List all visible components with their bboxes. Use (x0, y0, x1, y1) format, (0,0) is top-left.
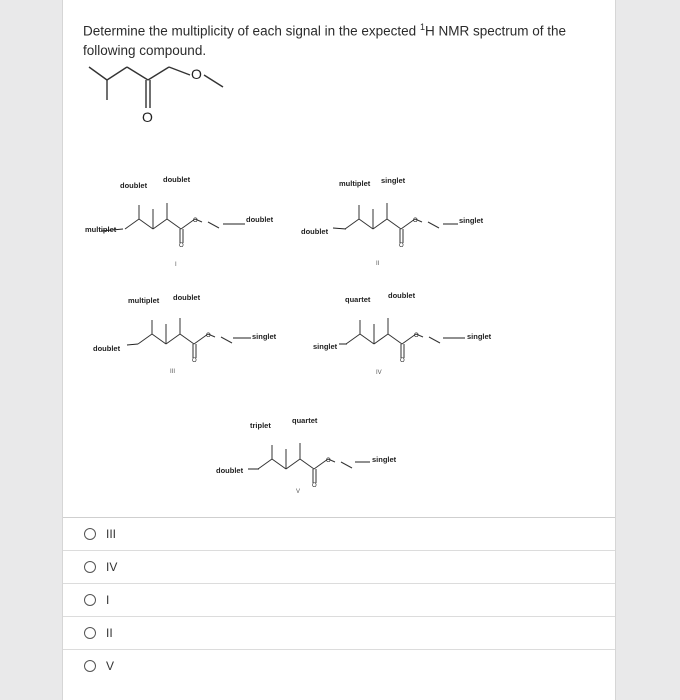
structure-I-numeral: I (175, 262, 177, 268)
option-III[interactable] (63, 517, 615, 550)
svg-text:O: O (193, 218, 198, 224)
structure-IV-label-c: singlet (467, 332, 492, 341)
structure-I (85, 175, 274, 268)
radio-button[interactable] (84, 660, 96, 672)
structure-II-label-c: singlet (459, 216, 484, 225)
svg-text:O: O (413, 218, 418, 224)
svg-text:O: O (312, 483, 317, 489)
question-card (62, 0, 616, 700)
structure-I-label-c: doublet (246, 215, 274, 224)
option-structures (63, 140, 615, 510)
answer-options (63, 517, 615, 682)
structure-III-label-a: multiplet (128, 296, 160, 305)
structure-III (93, 293, 277, 375)
structure-IV (313, 291, 492, 376)
structure-II-label-d: doublet (301, 227, 329, 236)
structure-V-numeral: V (296, 489, 301, 495)
structure-II-numeral: II (376, 261, 380, 267)
radio-button[interactable] (84, 528, 96, 540)
option-label: V (106, 659, 115, 673)
structure-IV-label-b: doublet (388, 291, 416, 300)
radio-button[interactable] (84, 561, 96, 573)
option-I[interactable] (63, 583, 615, 616)
structure-I-label-b: doublet (163, 175, 191, 184)
structure-V (216, 416, 397, 495)
main-compound-structure (63, 0, 615, 140)
svg-text:O: O (414, 333, 419, 339)
structure-V-label-a: triplet (250, 421, 271, 430)
structure-II-label-a: multiplet (339, 179, 371, 188)
radio-button[interactable] (84, 627, 96, 639)
ketone-oxygen: O (142, 109, 153, 125)
question-text-after: H NMR spectrum of the following compound. (83, 23, 566, 58)
structure-II-label-b: singlet (381, 176, 406, 185)
structure-III-label-c: singlet (252, 332, 277, 341)
svg-text:O: O (399, 243, 404, 249)
structure-III-label-d: doublet (93, 344, 121, 353)
structure-IV-label-d: singlet (313, 342, 338, 351)
structure-IV-numeral: IV (376, 370, 382, 376)
ester-oxygen: O (191, 66, 202, 82)
radio-button[interactable] (84, 594, 96, 606)
structure-V-label-c: singlet (372, 455, 397, 464)
option-V[interactable] (63, 649, 615, 682)
option-label: II (106, 626, 113, 640)
option-label: III (106, 527, 117, 541)
structure-III-numeral: III (170, 369, 176, 375)
svg-text:O: O (400, 358, 405, 364)
structure-II (301, 176, 484, 267)
svg-text:O: O (326, 458, 331, 464)
structure-I-label-a: doublet (120, 181, 148, 190)
question-superscript: 1 (419, 22, 425, 32)
structure-I-label-d: multiplet (85, 225, 117, 234)
structure-V-label-b: quartet (292, 416, 318, 425)
option-label: IV (106, 560, 118, 574)
option-IV[interactable] (63, 550, 615, 583)
structure-V-label-d: doublet (216, 466, 244, 475)
structure-III-label-b: doublet (173, 293, 201, 302)
question-text-before: Determine the multiplicity of each signal in the expected (83, 23, 420, 39)
structure-IV-label-a: quartet (345, 295, 371, 304)
option-II[interactable] (63, 616, 615, 649)
svg-text:O: O (192, 358, 197, 364)
svg-text:O: O (206, 333, 211, 339)
option-label: I (106, 593, 110, 607)
svg-text:O: O (179, 243, 184, 249)
